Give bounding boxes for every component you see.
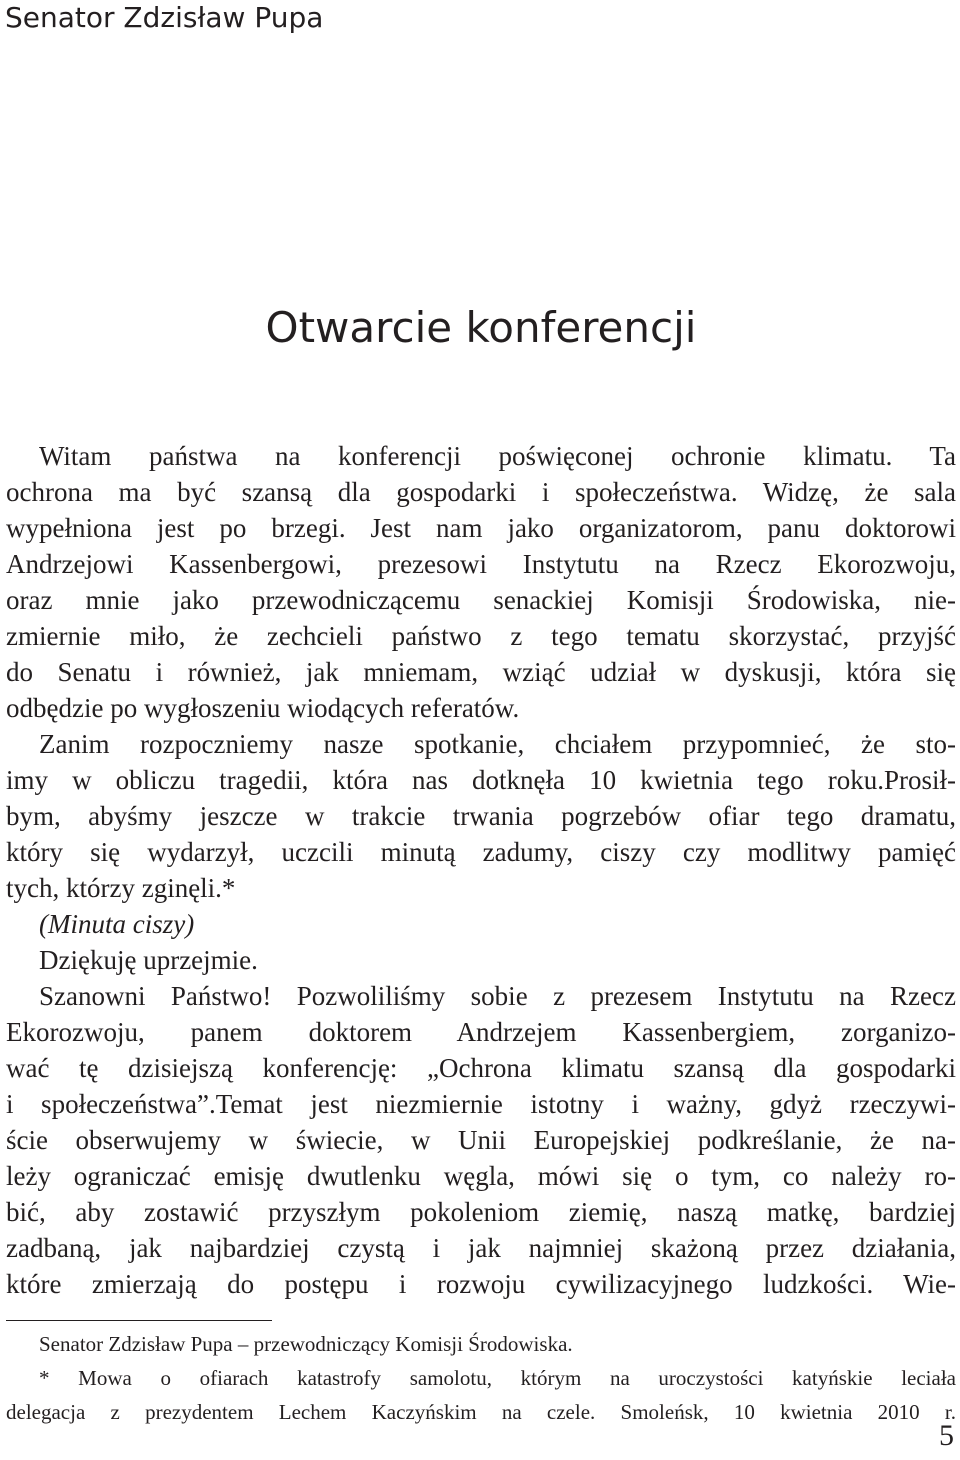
body-line: bym, abyśmy jeszcze w trakcie trwania pogrzebów ofiar tego dramatu, [6,801,956,831]
body-line: ochrona ma być szansą dla gospodarki i społeczeństwa. Widzę, że sala [6,477,956,507]
body-line: zmiernie miło, że zechcieli państwo z tego tematu skorzystać, przyjść [6,621,956,651]
author-footnote: Senator Zdzisław Pupa – przewodniczący Komisji Środowiska. [39,1332,573,1356]
body-line: ście obserwujemy w świecie, w Unii Europejskiej podkreślanie, że na- [6,1125,956,1155]
body-line: Zanim rozpoczniemy nasze spotkanie, chciałem przypomnieć, że sto- [39,729,956,759]
stage-direction: (Minuta ciszy) [39,909,195,939]
body-line: bić, aby zostawić przyszłym pokoleniom ziemię, naszą matkę, bardziej [6,1197,956,1227]
body-line: Andrzejowi Kassenbergowi, prezesowi Instytutu na Rzecz Ekorozwoju, [6,549,956,579]
body-line: odbędzie po wygłoszeniu wiodących referatów. [6,693,520,723]
body-line: Witam państwa na konferencji poświęconej ochronie klimatu. Ta [39,441,956,471]
body-line: zadbaną, jak najbardziej czystą i jak najmniej skażoną przez działania, [6,1233,956,1263]
body-line: Ekorozwoju, panem doktorem Andrzejem Kassenbergiem, zorganizo- [6,1017,956,1047]
body-line: Dziękuję uprzejmie. [39,945,258,975]
body-line: leży ograniczać emisję dwutlenku węgla, mówi się o tym, co należy ro- [6,1161,956,1191]
body-line: który się wydarzył, uczcili minutą zadumy, ciszy czy modlitwy pamięć [6,837,956,867]
body-line: Szanowni Państwo! Pozwoliliśmy sobie z prezesem Instytutu na Rzecz [39,981,956,1011]
footnotes [6,1327,956,1429]
running-head: Senator Zdzisław Pupa [5,1,324,34]
page-title [0,302,960,354]
asterisk-footnote-line: delegacja z prezydentem Lechem Kaczyńskim na czele. Smoleńsk, 10 kwietnia 2010 r. [6,1400,956,1424]
asterisk-footnote-line: * Mowa o ofiarach katastrofy samolotu, którym na uroczystości katyńskie leciała [39,1366,956,1390]
body-line: które zmierzają do postępu i rozwoju cywilizacyjnego ludzkości. Wie- [6,1269,956,1299]
body-line: imy w obliczu tragedii, która nas dotknęła 10 kwietnia tego roku.Prosił- [6,765,956,795]
body-line: oraz mnie jako przewodniczącemu senackiej Komisji Środowiska, nie- [6,585,956,615]
body-line: wać tę dzisiejszą konferencję: „Ochrona klimatu szansą dla gospodarki [6,1053,956,1083]
body-line: tych, którzy zginęli.* [6,873,236,903]
body-line: do Senatu i również, jak mniemam, wziąć udział w dyskusji, która się [6,657,956,687]
footnote-divider [6,1320,272,1321]
page-title-text: Otwarcie konferencji [265,303,697,352]
body-text [6,438,956,1302]
page-number: 5 [939,1419,954,1452]
body-line: i społeczeństwa”.Temat jest niezmiernie istotny i ważny, gdyż rzeczywi- [6,1089,956,1119]
body-line: wypełniona jest po brzegi. Jest nam jako organizatorom, panu doktorowi [6,513,956,543]
